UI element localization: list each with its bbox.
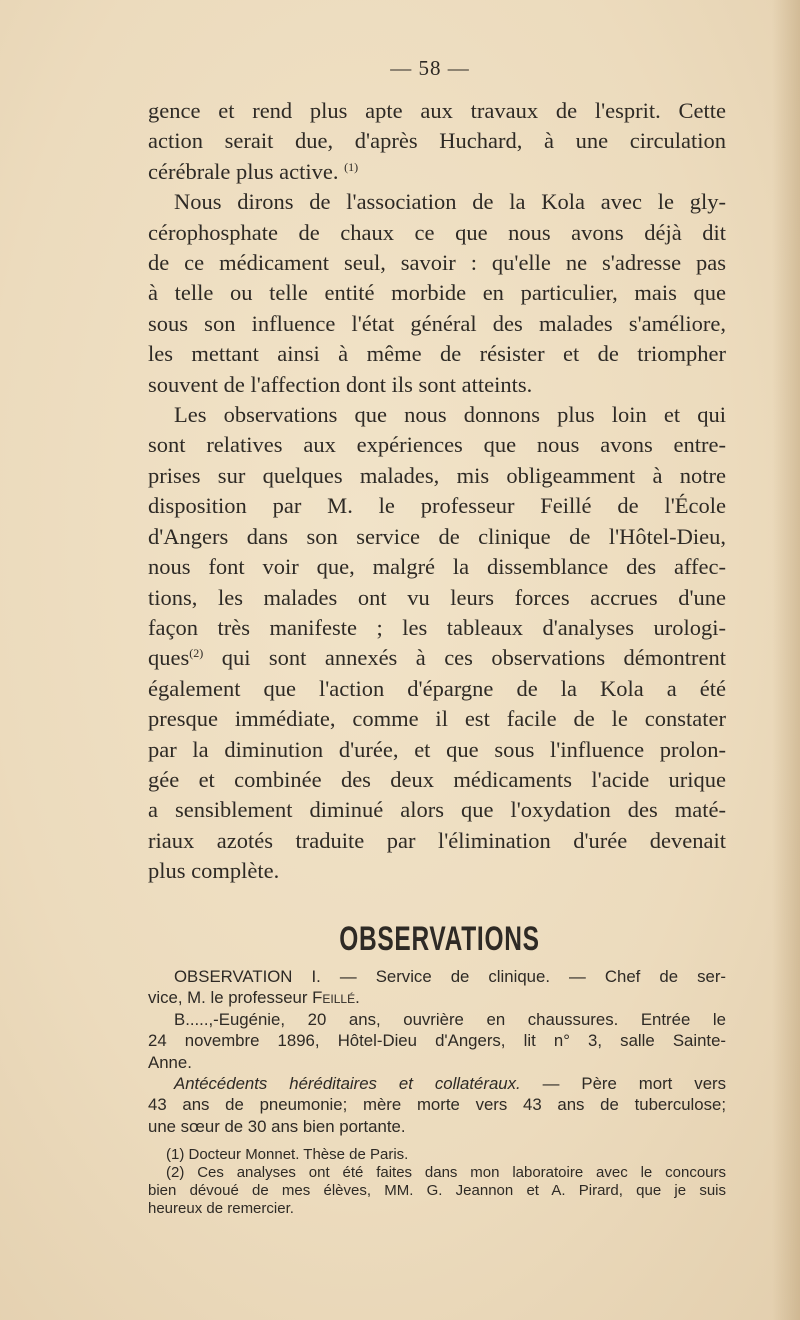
observation-line: 43 ans de pneumonie; mère morte vers 43 ans de tuberculose; — [148, 1095, 726, 1115]
text-line: sont relatives aux expériences que nous avons entre- — [148, 432, 726, 458]
footnote-mark: (2) — [189, 646, 204, 661]
footnotes — [148, 1146, 726, 1218]
footnote-mark: (1) — [344, 159, 359, 174]
text-line: de ce médicament seul, savoir : qu'elle ne s'adresse pas — [148, 250, 726, 276]
text-line: par la diminution d'urée, et que sous l'influence prolon- — [148, 736, 726, 762]
section-heading: OBSERVATIONS — [339, 920, 540, 958]
observation-line: B.....,-Eugénie, 20 ans, ouvrière en chaussures. Entrée le — [174, 1009, 726, 1029]
text-line: action serait due, d'après Huchard, à une circulation — [148, 128, 726, 154]
text-line: a sensiblement diminué alors que l'oxydation des maté- — [148, 797, 726, 823]
text-line: à telle ou telle entité morbide en particulier, mais que — [148, 280, 726, 306]
text-line: cérophosphate de chaux ce que nous avons déjà dit — [148, 219, 726, 245]
text-line: tions, les malades ont vu leurs forces accrues d'une — [148, 584, 726, 610]
text-line: riaux azotés traduite par l'élimination d'urée devenait — [148, 827, 726, 853]
footnote: heureux de remercier. — [148, 1200, 294, 1217]
text-line: presque immédiate, comme il est facile de le constater — [148, 706, 726, 732]
text-line: également que l'action d'épargne de la Kola a été — [148, 675, 726, 701]
observation-line: Antécédents héréditaires et collatéraux. — Père mort vers — [174, 1074, 727, 1094]
text-line: les mettant ainsi à même de résister et de triompher — [148, 341, 726, 367]
text-line: plus complète. — [148, 858, 280, 884]
text-line: Nous dirons de l'association de la Kola avec le gly- — [174, 189, 726, 215]
observation-line: Anne. — [148, 1052, 192, 1072]
observation-block — [148, 966, 726, 1137]
footnote: (2) Ces analyses ont été faites dans mon laboratoire avec le concours — [166, 1164, 726, 1181]
professor-name: Feillé. — [312, 988, 360, 1008]
page-number: — 58 — — [390, 56, 470, 80]
text-line: d'Angers dans son service de clinique de l'Hôtel-Dieu, — [148, 523, 726, 549]
footnote: (1) Docteur Monnet. Thèse de Paris. — [166, 1146, 409, 1163]
text-line: prises sur quelques malades, mis obligeamment à notre — [148, 462, 726, 488]
text-line: gence et rend plus apte aux travaux de l'esprit. Cette — [148, 98, 726, 123]
text-line: cérébrale plus active. $^{(1)}$ — [148, 158, 359, 184]
subsection-title: Antécédents héréditaires et collatéraux. — [174, 1074, 521, 1094]
text-line: souvent de l'affection dont ils sont atteints. — [148, 371, 533, 397]
text-line: nous font voir que, malgré la dissemblance des affec- — [148, 554, 726, 580]
body-text — [148, 96, 726, 887]
footnote: bien dévoué de mes élèves, MM. G. Jeannon et A. Pirard, que je suis — [148, 1182, 726, 1199]
observation-line: OBSERVATION I. — Service de clinique. — Chef de ser- — [174, 967, 726, 986]
text-line: sous son influence l'état général des malades s'améliore, — [148, 310, 726, 336]
page-edge-shadow — [772, 0, 800, 1320]
text-line: gée et combinée des deux médicaments l'acide urique — [148, 766, 726, 792]
observation-line: 24 novembre 1896, Hôtel-Dieu d'Angers, lit n° 3, salle Sainte- — [148, 1031, 726, 1051]
text-line: ques$^{(2)}$ qui sont annexés à ces observations démontrent — [148, 645, 727, 671]
text-line: Les observations que nous donnons plus loin et qui — [174, 402, 726, 428]
observation-line: vice, M. le professeur Feillé. — [148, 988, 360, 1008]
text-line: façon très manifeste ; les tableaux d'analyses urologi- — [148, 614, 726, 640]
observation-line: une sœur de 30 ans bien portante. — [148, 1116, 406, 1136]
text-line: disposition par M. le professeur Feillé de l'École — [148, 493, 726, 519]
